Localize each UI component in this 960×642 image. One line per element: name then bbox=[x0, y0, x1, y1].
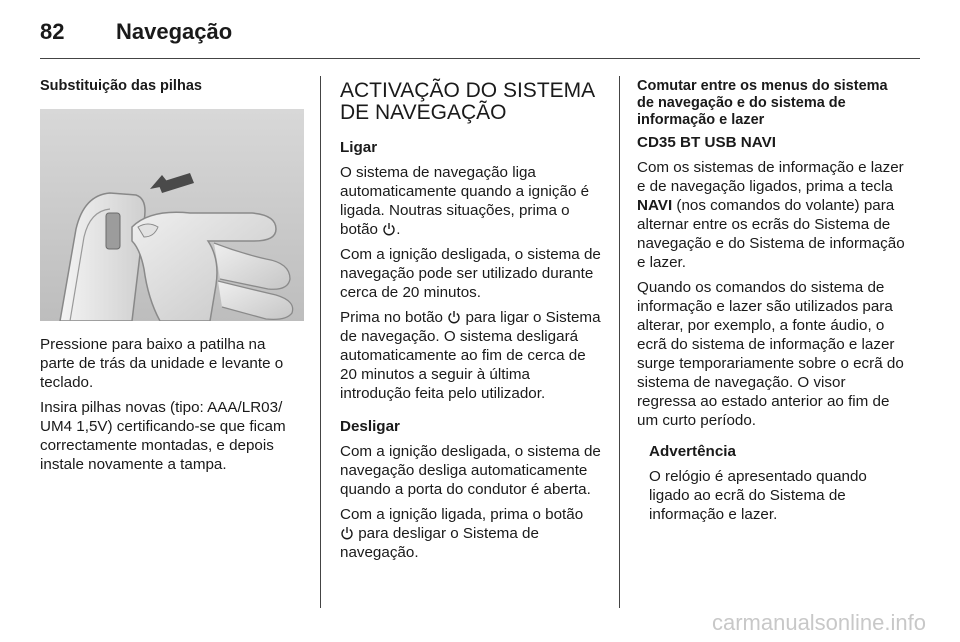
battery-figure-svg bbox=[40, 109, 304, 321]
navi-key-label: NAVI bbox=[637, 197, 673, 214]
switch-menus-heading: Comutar entre os menus do sistema de navegação e do sistema de informação e lazer bbox=[637, 78, 888, 128]
desligar-p2-end: para desligar o Sistema de navegação. bbox=[340, 525, 539, 561]
section-title: ACTIVAÇÃO DO SISTEMA DE NAVEGAÇÃO bbox=[340, 79, 594, 124]
term-ligar: Ligar bbox=[340, 139, 378, 156]
column-middle bbox=[340, 78, 605, 568]
column-right bbox=[637, 78, 905, 530]
model-term: CD35 BT USB NAVI bbox=[637, 134, 776, 151]
ligar-p1-end: . bbox=[396, 221, 401, 238]
watermark: carmanualsonline.info bbox=[711, 610, 926, 635]
term-desligar: Desligar bbox=[340, 418, 400, 435]
ligar-p3-end: para ligar o Sistema de navegação. O sistema desligará automaticamente ao fim de cerca de 20 minutos a seguir à última introdução feita pelo utilizador. bbox=[340, 309, 601, 402]
note-text: O relógio é apresentado quando ligado ao ecrã do Sistema de informação e lazer. bbox=[649, 468, 867, 523]
battery-paragraph-1: Pressione para baixo a patilha na parte de trás da unidade e levante o teclado. bbox=[40, 336, 284, 391]
ligar-paragraph-1 bbox=[340, 163, 605, 239]
column-left bbox=[40, 78, 304, 480]
power-icon bbox=[382, 222, 396, 236]
battery-heading: Substituição das pilhas bbox=[40, 78, 202, 94]
ligar-p3-start: Prima no botão bbox=[340, 309, 443, 326]
note-block bbox=[649, 442, 905, 524]
header-rule bbox=[40, 58, 920, 59]
chapter-title: Navegação bbox=[116, 19, 233, 44]
ligar-paragraph-2: Com a ignição desligada, o sistema de navegação pode ser utilizado durante cerca de 20 minutos. bbox=[340, 246, 601, 301]
power-icon bbox=[447, 310, 461, 324]
column-divider-1 bbox=[320, 76, 321, 608]
power-icon bbox=[340, 526, 354, 540]
ligar-p1-text: O sistema de navegação liga automaticamente quando a ignição é ligada. Noutras situações, prima o botão bbox=[340, 164, 590, 238]
desligar-paragraph-1: Com a ignição desligada, o sistema de navegação desliga automaticamente quando a porta do condutor é aberta. bbox=[340, 443, 601, 498]
switch-p1-end: (nos comandos do volante) para alternar entre os ecrãs do Sistema de navegação e do Sistema de informação e lazer. bbox=[637, 197, 905, 271]
switch-paragraph-2: Quando os comandos do sistema de informação e lazer são utilizados para alterar, por exemplo, a fonte áudio, o ecrã do sistema de informação e lazer surge temporariamente sobre o ecrã do sistema de navegação. O visor regressa ao estado anterior ao fim de um curto período. bbox=[637, 279, 904, 429]
note-term: Advertência bbox=[649, 443, 736, 460]
page-number: 82 bbox=[40, 19, 65, 44]
battery-replacement-illustration bbox=[40, 109, 304, 321]
column-divider-2 bbox=[619, 76, 620, 608]
page-header bbox=[40, 14, 232, 50]
battery-paragraph-2: Insira pilhas novas (tipo: AAA/LR03/ UM4 1,5V) certificando-se que ficam correctamente montadas, e depois instale novamente a tampa. bbox=[40, 399, 286, 473]
switch-paragraph-1 bbox=[637, 158, 905, 272]
switch-p1-start: Com os sistemas de informação e lazer e de navegação ligados, prima a tecla bbox=[637, 159, 904, 195]
ligar-paragraph-3 bbox=[340, 308, 605, 403]
desligar-paragraph-2 bbox=[340, 505, 605, 562]
desligar-p2-start: Com a ignição ligada, prima o botão bbox=[340, 506, 584, 523]
